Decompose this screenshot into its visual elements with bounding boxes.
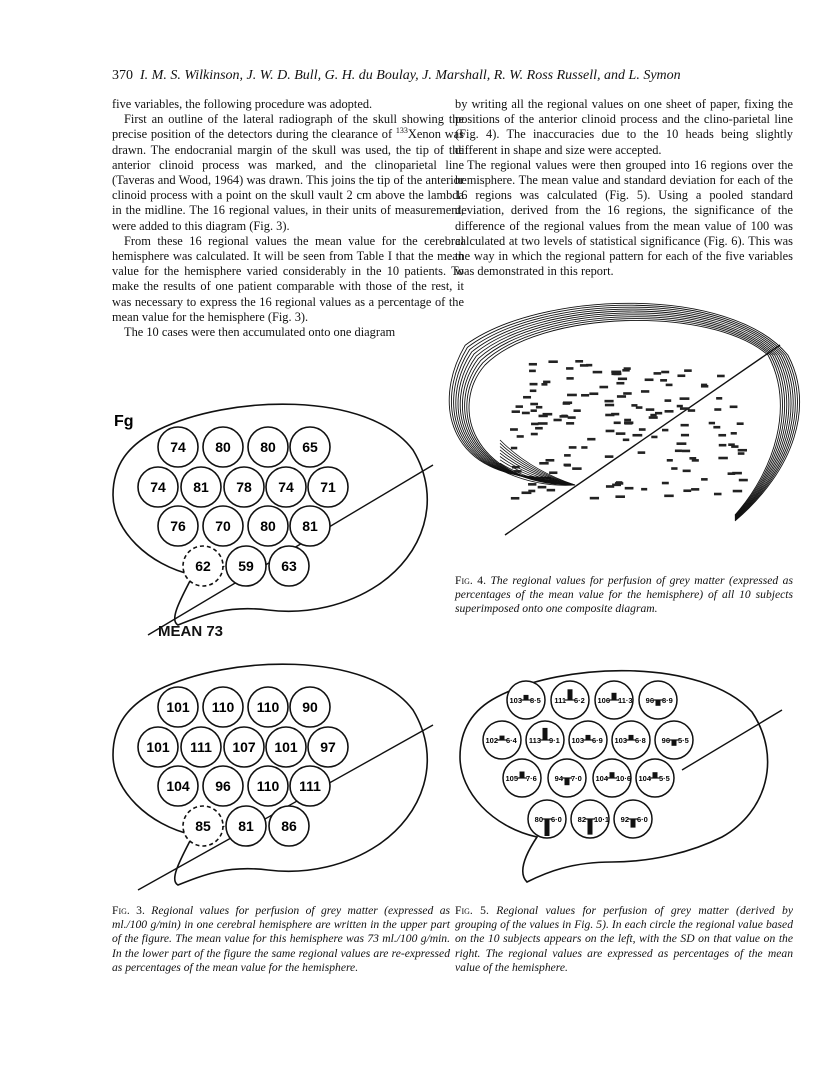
value-mark [638,451,646,454]
value-mark [511,447,517,450]
skull-outline [462,315,786,517]
region-mean: 104 [595,774,608,783]
value-mark [547,489,555,492]
fig5-caption [455,904,793,975]
value-mark [682,450,690,453]
value-mark [512,466,520,469]
value-mark [523,396,531,399]
paragraph: five variables, the following procedure was adopted. [112,97,373,111]
value-mark [516,405,523,408]
value-mark [717,375,725,378]
value-mark [605,404,614,407]
value-mark [543,413,553,416]
value-mark [623,392,632,395]
value-mark [641,488,647,491]
value-mark [631,404,637,407]
value-mark [511,497,519,500]
deviation-bar [672,740,677,746]
deviation-bar [629,735,634,740]
value-mark [543,381,550,384]
region-value: 110 [211,699,235,715]
fig5-diagram [452,652,787,892]
value-mark [654,372,662,375]
value-mark [632,434,642,437]
deviation-bar [500,736,505,740]
value-mark [667,459,673,462]
value-mark [586,364,592,367]
value-mark [530,383,538,386]
deviation-bar [653,772,658,778]
value-mark [649,416,658,419]
region-sd: 5·5 [678,736,689,745]
region-value: 62 [195,558,211,574]
caption-text: Regional values for perfusion of grey matter (derived by grouping of the values in Fig. 5). In each circle the regional value based on the 10 subjects appears on the left, with the SD on that value on the right. The regional values are expressed as percentages of the mean value of the hemisphere. [455,904,793,974]
region-mean: 96 [661,736,670,745]
value-mark [680,397,690,400]
value-mark [614,422,621,425]
deviation-bar [588,819,593,835]
value-mark [512,410,520,413]
region-value: 74 [170,439,186,455]
value-mark [531,409,537,412]
value-mark [617,395,626,398]
region-circles [138,427,348,586]
deviation-bar [612,693,617,700]
region-sd: 10·1 [594,815,610,824]
caption-text: The regional values for perfusion of grey matter (expressed as percentages of the mean value for the hemisphere) of all 10 subjects superimposed onto one composite diagram. [455,574,793,616]
value-mark [536,406,542,409]
region-value: 111 [299,778,321,794]
fig3-upper-diagram [108,390,438,640]
value-mark [606,430,615,433]
value-mark [605,414,614,417]
region-sd: 7·6 [526,774,537,783]
paragraph: The 10 cases were then accumulated onto one diagram [124,325,396,340]
region-value: 74 [278,479,294,495]
region-value: 104 [166,778,190,794]
value-mark [709,422,715,425]
value-mark [548,360,557,363]
region-sd: 6·8 [635,736,646,745]
value-mark [538,486,547,489]
skull-outline [454,307,796,519]
value-mark [684,369,692,372]
region-value: 97 [320,739,336,755]
value-mark [664,495,673,498]
region-sd: 9·1 [549,736,560,745]
value-mark [691,488,699,491]
value-mark [731,432,737,435]
value-mark [677,405,683,408]
region-value: 65 [302,439,318,455]
value-mark [677,374,685,377]
value-mark [575,360,583,363]
superimposed-outlines [449,303,799,521]
paragraph: by writing all the regional values on one sheet of paper, fixing the positions of the anterior clinoid process and the clino-parietal line (Fig. 4). The inaccuracies due to the 10 heads being slightly different in shape and size were accepted. [455,97,793,157]
value-mark [590,497,599,500]
region-value: 80 [260,518,276,534]
skull-outline [469,320,780,515]
region-value: 59 [238,558,254,574]
value-mark [625,487,634,490]
region-mean: 80 [534,815,543,824]
value-mark [662,482,669,485]
corner-label: Fg [114,413,134,430]
value-mark [611,371,621,374]
fig4-composite-diagram [450,310,790,560]
region-mean: 103 [509,696,522,705]
value-mark [616,481,622,484]
value-mark [561,415,567,418]
region-circles [483,681,693,838]
region-value: 63 [281,558,297,574]
deviation-bar [610,772,615,778]
region-sd: 6·9 [592,736,603,745]
region-value: 110 [256,699,280,715]
value-mark [661,371,669,374]
skull-outline [465,317,785,517]
region-value: 70 [215,518,231,534]
region-mean: 94 [554,774,563,783]
value-mark [730,405,738,408]
region-value: 78 [236,479,252,495]
value-mark [510,428,518,431]
region-value: 101 [146,739,170,755]
region-mean: 106 [597,696,610,705]
region-value: 96 [215,778,231,794]
skull-outline [460,313,789,518]
value-mark [566,367,573,370]
region-sd: 5·5 [659,774,670,783]
region-mean: 96 [645,696,654,705]
value-mark [624,419,631,422]
value-mark [665,410,674,413]
caption-text: Regional values for perfusion of grey matter (expressed as ml./100 g/min) in one cerebral hemisphere are written in the upper part of the figure. The mean value for this hemisphere was 73 ml./100 g/min. In the lower part of the figure the same regional values are re-expressed as percentages of the mean value for the hemisphere. [112,904,451,974]
value-mark [528,490,535,493]
region-value: 81 [238,818,254,834]
value-mark [564,454,571,457]
page-number: 370 [112,68,133,83]
region-value: 111 [190,739,212,755]
value-mark [615,495,625,498]
value-mark [589,392,598,395]
region-value: 76 [170,518,186,534]
value-mark [581,394,589,397]
deviation-bar [565,778,570,785]
value-mark [719,444,727,447]
region-sd: 8·5 [530,696,541,705]
value-mark [671,467,677,470]
region-sd: 8·9 [662,696,673,705]
value-mark [680,407,690,410]
value-mark [616,382,624,385]
right-column [455,97,793,279]
mean-label: MEAN 73 [158,623,224,640]
value-mark [624,422,632,425]
value-mark [531,423,539,426]
value-mark [554,419,562,422]
value-mark [529,363,537,366]
region-mean: 103 [614,736,627,745]
value-mark [738,452,745,455]
value-mark [738,449,747,452]
value-mark [714,493,722,496]
region-value: 71 [320,479,336,495]
fig4-caption [455,574,793,617]
deviation-bar [586,735,591,740]
caption-label: Fig. 5. [455,904,489,917]
paragraph: The regional values were then grouped into 16 regions over the hemisphere. The mean value and standard deviation for each of the 16 regions was calculated (Fig. 5). Using a pooled standard deviation, derived from the 16 regions, the significance of the difference of the regional values from the mean value of 100 was calculated at two levels of statistical significance (Fig. 6). This was the way in which the regional pattern for each of the five variables was demonstrated in this report. [455,157,793,279]
value-mark [541,383,547,386]
value-mark [683,470,691,473]
fig3-caption [112,904,450,975]
value-mark [675,449,682,452]
value-mark [563,402,571,405]
value-mark [677,442,687,445]
region-value: 101 [166,699,190,715]
region-sd: 6·0 [551,815,562,824]
region-value: 110 [256,778,280,794]
deviation-bar [568,689,573,700]
caption-label: Fig. 3. [112,904,145,917]
value-mark [681,434,689,437]
value-mark [645,378,654,381]
region-value: 81 [193,479,209,495]
value-mark [616,432,626,435]
value-mark [689,457,696,460]
value-mark [733,490,742,493]
value-mark [530,389,537,392]
value-mark [651,436,657,439]
value-mark [581,446,587,449]
value-mark [622,369,629,372]
left-column [112,97,464,340]
value-mark [732,472,742,475]
value-mark [681,424,689,427]
value-mark [531,433,538,436]
value-mark [604,400,613,403]
running-header [112,68,681,84]
value-mark [517,435,524,438]
value-mark [662,429,668,432]
value-mark [566,377,573,380]
value-mark [714,408,721,411]
region-mean: 113 [528,736,541,745]
region-mean: 104 [638,774,651,783]
clinoparietal-line [505,345,780,535]
region-value: 107 [232,739,256,755]
region-mean: 111 [554,696,566,705]
value-mark [574,409,581,412]
deviation-bar [631,819,636,828]
value-mark [514,470,522,473]
value-mark [593,371,603,374]
deviation-bar [545,819,550,836]
value-mark [606,485,614,488]
value-mark [683,489,691,492]
value-mark [569,446,577,449]
deviation-bar [543,728,548,740]
value-mark [701,385,708,388]
value-mark [660,379,667,382]
value-mark [646,408,655,411]
value-mark [623,439,629,442]
value-mark [641,390,649,393]
region-value: 74 [150,479,166,495]
region-sd: 7·0 [571,774,582,783]
region-mean: 82 [577,815,586,824]
value-mark [572,467,581,470]
region-value: 81 [302,518,318,534]
paragraph: First an outline of the lateral radiograph of the skull showing the precise position of the detectors during the clearance of $^{133}$Xenon was drawn. The endocranial margin of the skull was used, the tip of the anterior clinoid process was marked, and the clinoparietal line (Taveras and Wood, 1964) was drawn. This joins the tip of the anterior clinoid process with a point on the skull vault 2 cm above the lambda in the midline. The 16 regional values, in their units of measurement, were added to this diagram (Fig. 3). [112,112,464,233]
deviation-bar [656,700,661,706]
value-mark [535,427,543,430]
deviation-bar [524,695,529,700]
author-list: I. M. S. Wilkinson, J. W. D. Bull, G. H. du Boulay, J. Marshall, R. W. Ross Russell, and L. Symon [140,68,681,83]
value-mark [599,386,608,389]
value-mark [718,457,727,460]
value-mark [564,464,571,467]
value-mark [546,459,555,462]
value-mark [530,403,538,406]
region-sd: 6·0 [637,815,648,824]
paragraph: From these 16 regional values the mean value for the cerebral hemisphere was calculated. It will be seen from Table I that the mean value for the hemisphere varied considerably in the 10 patients. To make the results of one patient comparable with those of the rest, it was necessary to express the 16 regional values as a percentage of the mean value for the hemisphere (Fig. 3). [112,233,464,324]
value-mark [522,412,530,415]
region-value: 101 [274,739,298,755]
value-mark [618,378,627,381]
value-mark [539,462,548,465]
region-mean: 103 [571,736,584,745]
region-sd: 10·6 [616,774,632,783]
region-value: 80 [260,439,276,455]
value-mark [567,394,577,397]
region-value: 90 [302,699,318,715]
value-mark [665,399,672,402]
region-sd: 6·2 [574,696,585,705]
value-mark [538,422,548,425]
region-value: 85 [195,818,211,834]
value-mark [655,412,662,415]
region-mean: 92 [620,815,629,824]
value-mark [529,370,536,373]
value-mark [701,478,708,481]
value-mark [737,422,744,425]
fig3-lower-diagram [108,650,438,900]
value-mark [568,416,576,419]
value-mark [528,483,536,486]
value-mark [639,428,646,431]
caption-label: Fig. 4. [455,574,486,587]
region-circles [138,687,348,846]
value-mark [728,443,735,446]
skull-outline [467,319,783,516]
value-mark [713,426,720,429]
value-mark [549,471,557,474]
value-mark [739,479,748,482]
value-mark [718,434,726,437]
deviation-bar [520,772,525,779]
value-mark [605,455,614,458]
region-value: 80 [215,439,231,455]
value-mark [566,422,574,425]
value-mark [666,384,673,387]
value-mark [587,438,595,441]
region-mean: 105 [505,774,518,783]
region-sd: 6·4 [506,736,517,745]
region-sd: 11·3 [618,696,633,705]
region-mean: 102 [485,736,498,745]
value-mark [716,397,722,400]
region-value: 86 [281,818,297,834]
